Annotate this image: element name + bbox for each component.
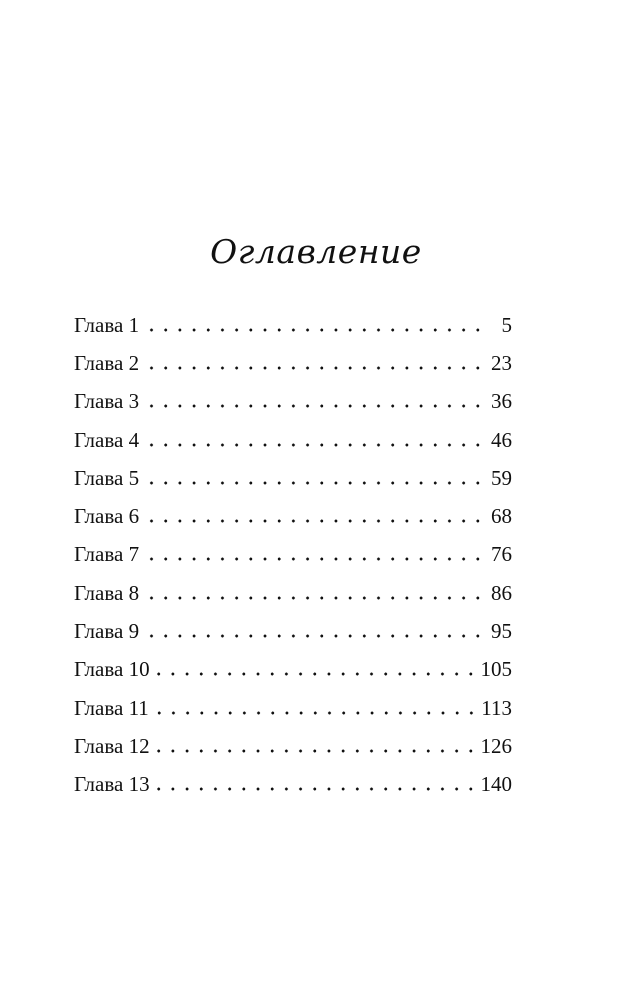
toc-entry-2[interactable]	[74, 344, 512, 382]
toc-entry-page-number: 23	[491, 350, 512, 375]
dot-leader	[145, 621, 485, 642]
toc-entry-page-number: 113	[481, 695, 512, 720]
toc-entry-label: Глава 13	[74, 772, 150, 797]
toc-entry-label: Глава 4	[74, 427, 140, 452]
dot-leader	[155, 698, 478, 719]
toc-entry-10[interactable]	[74, 651, 512, 689]
dot-leader	[156, 736, 478, 757]
toc-entry-page-number: 36	[491, 389, 512, 414]
toc-entry-label: Глава 12	[74, 733, 150, 758]
toc-title: Оглавление	[210, 232, 422, 271]
dot-leader	[145, 506, 485, 527]
toc-entry-1[interactable]	[74, 306, 512, 344]
dot-leader	[145, 315, 485, 336]
toc-entry-3[interactable]	[74, 383, 512, 421]
dot-leader	[145, 468, 485, 489]
toc-entry-page-number: 86	[491, 580, 512, 605]
dot-leader	[145, 430, 485, 451]
dot-leader	[156, 774, 478, 795]
toc-entry-7[interactable]	[74, 536, 512, 574]
toc-entry-page-number: 105	[480, 657, 512, 682]
toc-entry-label: Глава 6	[74, 504, 140, 529]
toc-entry-5[interactable]	[74, 459, 512, 497]
toc-list	[74, 306, 512, 804]
toc-entry-8[interactable]	[74, 574, 512, 612]
toc-entry-label: Глава 3	[74, 389, 140, 414]
toc-entry-page-number: 126	[480, 733, 512, 758]
toc-entry-label: Глава 7	[74, 542, 140, 567]
dot-leader	[145, 544, 485, 565]
toc-entry-page-number: 46	[491, 427, 512, 452]
toc-entry-12[interactable]	[74, 727, 512, 765]
dot-leader	[145, 353, 485, 374]
toc-entry-label: Глава 11	[74, 695, 149, 720]
toc-entry-page-number: 140	[480, 772, 512, 797]
toc-entry-13[interactable]	[74, 766, 512, 804]
toc-entry-9[interactable]	[74, 612, 512, 650]
toc-entry-6[interactable]	[74, 497, 512, 535]
toc-entry-page-number: 76	[491, 542, 512, 567]
dot-leader	[156, 659, 478, 680]
toc-entry-label: Глава 9	[74, 619, 140, 644]
toc-entry-page-number: 95	[491, 619, 512, 644]
toc-entry-4[interactable]	[74, 421, 512, 459]
toc-entry-label: Глава 1	[74, 312, 140, 337]
toc-entry-11[interactable]	[74, 689, 512, 727]
toc-entry-label: Глава 5	[74, 465, 140, 490]
toc-entry-label: Глава 10	[74, 657, 150, 682]
toc-entry-page-number: 59	[491, 465, 512, 490]
toc-entry-page-number: 68	[491, 504, 512, 529]
toc-entry-label: Глава 8	[74, 580, 140, 605]
dot-leader	[145, 391, 485, 412]
toc-entry-page-number: 5	[501, 312, 512, 337]
toc-entry-label: Глава 2	[74, 350, 140, 375]
dot-leader	[145, 583, 485, 604]
